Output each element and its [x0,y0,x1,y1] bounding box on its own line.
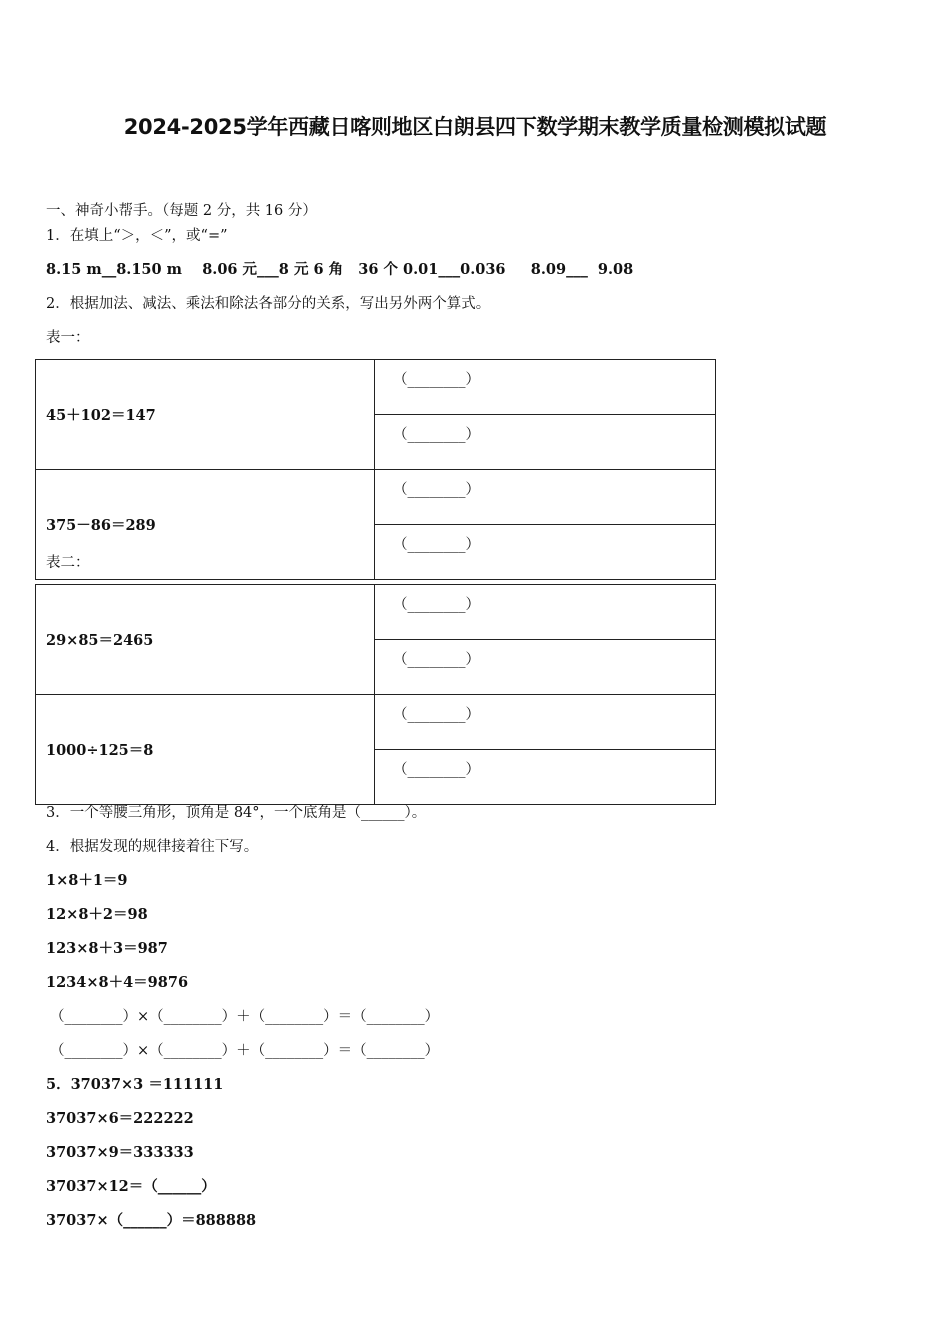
pattern-line: 12×8＋2＝98 [46,906,148,923]
question-2-prompt: 2．根据加法、减法、乘法和除法各部分的关系，写出另外两个算式。 [46,296,491,312]
pattern-line: 123×8＋3＝987 [46,940,168,957]
question-4-prompt: 4．根据发现的规律接着往下写。 [46,839,259,855]
answer-blank[interactable]: （________） [375,470,716,525]
section-header: 一、神奇小帮手。（每题 2 分，共 16 分） [46,203,317,219]
answer-blank[interactable]: （________） [375,585,716,640]
question-1-prompt: 1．在填上“＞，＜”，或“=” [46,228,228,244]
question-5-line[interactable]: 37037×（______）＝888888 [46,1212,257,1229]
table-2-label: 表二： [46,555,90,571]
equation-cell: 375－86＝289 [36,470,375,580]
pattern-line: 1234×8＋4＝9876 [46,974,189,991]
question-3: 3．一个等腰三角形，顶角是 84°，一个底角是（______）。 [46,805,427,821]
table-row [36,695,716,750]
answer-blank[interactable]: （________） [375,750,716,805]
answer-blank[interactable]: （________） [375,360,716,415]
page-title: 2024-2025学年西藏日喀则地区白朗县四下数学期末教学质量检测模拟试题 [123,115,827,139]
pattern-blank-line[interactable]: （________）×（________）＋（________）＝（________） [50,1043,440,1059]
pattern-line: 1×8＋1＝9 [46,872,128,889]
equation-cell: 1000÷125＝8 [36,695,375,805]
table-1-label: 表一： [46,330,90,346]
question-5-line[interactable]: 37037×12＝（______） [46,1178,216,1195]
question-5-line: 5．37037×3 ＝111111 [46,1076,224,1093]
table-row [36,585,716,640]
question-1-items: 8.15 m__8.150 m 8.06 元___8 元 6 角 36 个 0.01___0.036 8.09___ 9.08 [46,261,634,278]
question-5-line: 37037×9＝333333 [46,1144,194,1161]
question-5-line: 37037×6＝222222 [46,1110,194,1127]
table-1 [35,359,716,580]
equation-cell: 45＋102＝147 [36,360,375,470]
table-row [36,470,716,525]
answer-blank[interactable]: （________） [375,640,716,695]
equation-cell: 29×85＝2465 [36,585,375,695]
pattern-blank-line[interactable]: （________）×（________）＋（________）＝（________） [50,1009,440,1025]
answer-blank[interactable]: （________） [375,695,716,750]
table-row [36,360,716,415]
table-2 [35,584,716,805]
answer-blank[interactable]: （________） [375,415,716,470]
answer-blank[interactable]: （________） [375,525,716,580]
